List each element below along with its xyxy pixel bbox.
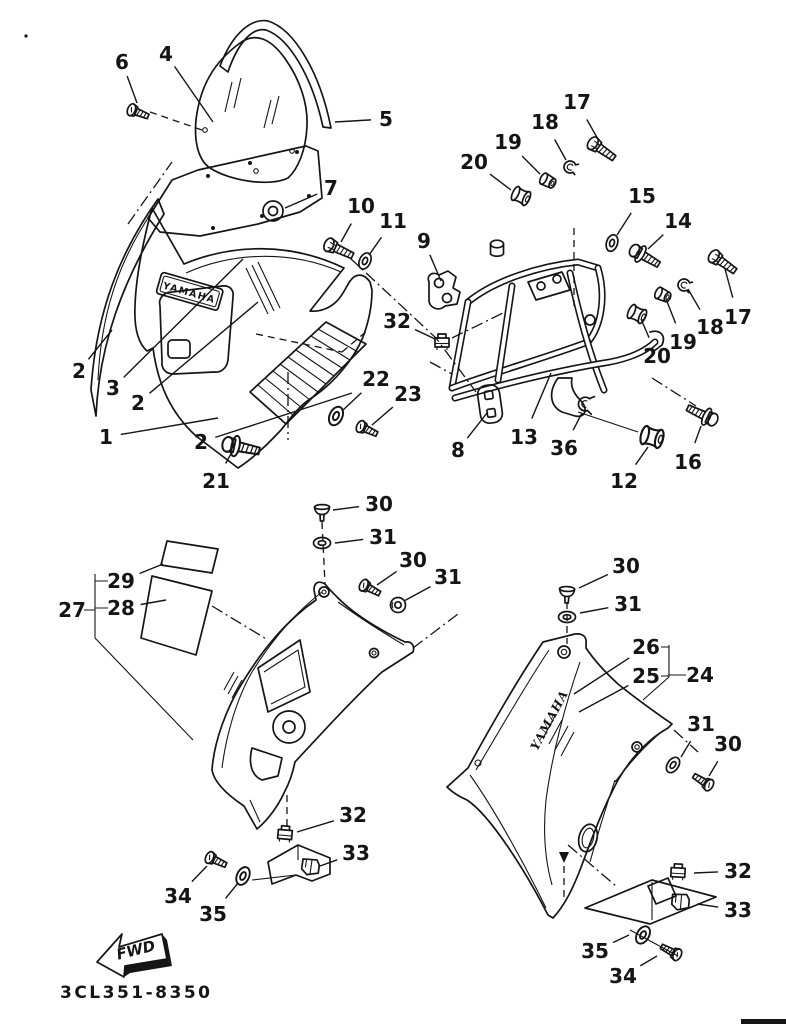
part-callout-25: 25 xyxy=(632,664,660,688)
part-clip-36 xyxy=(577,394,594,414)
part-callout-15: 15 xyxy=(628,184,656,208)
part-bolt-17-top xyxy=(585,135,618,164)
part-washer-31-topleft xyxy=(314,538,331,549)
part-clip-33-left xyxy=(301,858,320,876)
part-callout-32: 32 xyxy=(724,859,752,883)
decal-part29 xyxy=(161,541,218,573)
leader-line-31 xyxy=(335,539,363,543)
part-callout-8: 8 xyxy=(451,438,465,462)
part-grommet-12 xyxy=(639,425,666,449)
upper-inner-panel-part3 xyxy=(128,146,322,236)
axis-line-corner-left-cowl xyxy=(413,614,458,648)
part-washer-31-right xyxy=(664,755,683,775)
part-collar-19-top xyxy=(538,172,558,190)
part-callout-20: 20 xyxy=(643,344,671,368)
part-callout-31: 31 xyxy=(369,525,397,549)
part-callout-17: 17 xyxy=(724,305,752,329)
leader-line-29 xyxy=(140,564,163,573)
part-callout-33: 33 xyxy=(342,841,370,865)
part-grommet-20-top xyxy=(510,185,533,206)
leader-line-31 xyxy=(681,741,691,757)
leader-line-35 xyxy=(226,883,238,898)
part-callout-14: 14 xyxy=(664,209,692,233)
part-grommet-32-right xyxy=(671,864,686,881)
leader-line-6 xyxy=(127,76,137,103)
part-callout-31: 31 xyxy=(434,565,462,589)
leader-line-16 xyxy=(695,426,701,443)
part-screw-30-left xyxy=(357,578,382,599)
part-rivet-30-topright xyxy=(559,586,575,603)
part-callout-18: 18 xyxy=(531,110,559,134)
leader-line-30 xyxy=(579,574,608,588)
part-callout-30: 30 xyxy=(399,548,427,572)
part-callout-32: 32 xyxy=(339,803,367,827)
part-callout-30: 30 xyxy=(714,732,742,756)
part-bolt-14 xyxy=(626,240,663,272)
axis-line-clip32 xyxy=(452,312,505,338)
part-callout-28: 28 xyxy=(107,596,135,620)
leader-line-11 xyxy=(369,237,381,255)
decal-part28 xyxy=(141,576,268,655)
left-side-cowl-part27 xyxy=(212,582,414,829)
scan-edge-mark xyxy=(741,1019,786,1024)
part-collar-19-right xyxy=(653,286,672,304)
leader-line-15 xyxy=(617,213,631,235)
part-callout-31: 31 xyxy=(687,712,715,736)
leader-line-18 xyxy=(688,289,700,310)
part-callout-24: 24 xyxy=(686,663,714,687)
leader-line-20 xyxy=(641,319,649,338)
leader-line-33 xyxy=(697,904,718,907)
part-callout-11: 11 xyxy=(379,209,407,233)
part-clip-32-stay xyxy=(435,334,449,350)
part-callout-7: 7 xyxy=(324,176,338,200)
part-callout-26: 26 xyxy=(632,635,660,659)
part-screw-34-left xyxy=(203,850,228,870)
leader-line-35 xyxy=(613,935,629,942)
leader-line-9 xyxy=(430,255,441,281)
part-callout-35: 35 xyxy=(199,902,227,926)
part-bolt-16 xyxy=(684,400,721,430)
fwd-label: FWD xyxy=(114,936,158,964)
part-callout-21: 21 xyxy=(202,469,230,493)
part-callout-6: 6 xyxy=(115,50,129,74)
part-callout-9: 9 xyxy=(417,229,431,253)
part-callout-16: 16 xyxy=(674,450,702,474)
part-callout-19: 19 xyxy=(494,130,522,154)
part-callout-31: 31 xyxy=(614,592,642,616)
part-callout-3: 3 xyxy=(106,376,120,400)
leader-line-25 xyxy=(579,685,628,712)
axis-line-bolt16 xyxy=(652,378,696,406)
part-callout-13: 13 xyxy=(510,425,538,449)
callout-bracket-27 xyxy=(84,574,193,740)
leader-line-33 xyxy=(320,860,337,866)
part-rivet-30-topleft xyxy=(315,505,330,521)
part-bolt-10 xyxy=(322,237,356,263)
axis-line-rivet30a xyxy=(322,522,325,584)
part-eclip-18-top xyxy=(562,159,578,175)
part-callout-36: 36 xyxy=(550,436,578,460)
part-bolt-21 xyxy=(220,433,261,461)
assembly-axis-screw6 xyxy=(150,112,202,130)
part-callout-4: 4 xyxy=(159,42,173,66)
leader-line-2 xyxy=(149,302,258,393)
leader-line-2 xyxy=(215,393,352,437)
leader-line-31 xyxy=(404,587,430,601)
part-screw-34-right xyxy=(658,941,683,962)
part-callout-30: 30 xyxy=(365,492,393,516)
part-eclip-18-right xyxy=(676,277,692,293)
part-callout-12: 12 xyxy=(610,469,638,493)
leader-line-23 xyxy=(372,407,393,425)
brand-badge-text: YAMAHA xyxy=(161,280,217,307)
part-callout-27: 27 xyxy=(58,598,86,622)
leader-line-34 xyxy=(192,866,207,882)
part-grommet-32-left xyxy=(277,825,292,842)
part-grommet-20-right xyxy=(626,303,649,324)
leader-line-32 xyxy=(694,872,718,873)
part-washer-35-right xyxy=(633,924,653,946)
leader-line-30 xyxy=(377,571,397,585)
part-screw-6 xyxy=(126,103,151,123)
part-washer-11 xyxy=(356,251,373,271)
leader-line-30 xyxy=(709,761,718,776)
brand-badge xyxy=(156,272,224,311)
part-nut-31-left xyxy=(391,598,406,613)
leader-line-12 xyxy=(636,447,648,465)
leader-line-10 xyxy=(341,223,351,242)
part-callout-2: 2 xyxy=(72,359,86,383)
part-callout-34: 34 xyxy=(164,884,192,908)
part-callout-10: 10 xyxy=(347,194,375,218)
fwd-direction-arrow xyxy=(97,934,172,977)
part-washer-22 xyxy=(326,404,346,427)
brand-mark-right-cowl: YAMAHA xyxy=(527,687,572,753)
part-callout-5: 5 xyxy=(379,107,393,131)
leader-line-31 xyxy=(580,608,608,613)
leader-line-7 xyxy=(285,194,317,208)
cowling-stay-part13 xyxy=(452,240,663,432)
part-callout-30: 30 xyxy=(612,554,640,578)
part-wellnut-7 xyxy=(263,201,283,221)
leader-line-32 xyxy=(297,821,334,832)
part-callout-33: 33 xyxy=(724,898,752,922)
part-callout-1: 1 xyxy=(99,425,113,449)
leader-line-28 xyxy=(141,600,166,604)
part-callout-32: 32 xyxy=(383,309,411,333)
leader-line-4 xyxy=(175,66,213,122)
part-callout-20: 20 xyxy=(460,150,488,174)
leader-line-19 xyxy=(522,156,540,174)
side-sliver-panel-part2 xyxy=(91,199,164,416)
leader-line-18 xyxy=(555,140,566,160)
part-callout-2: 2 xyxy=(131,391,145,415)
leader-line-20 xyxy=(490,174,511,190)
part-callout-19: 19 xyxy=(669,330,697,354)
leader-line-26 xyxy=(574,658,629,694)
part-callout-23: 23 xyxy=(394,382,422,406)
axis-line-lower xyxy=(430,362,452,374)
part-callout-17: 17 xyxy=(563,90,591,114)
leader-line-3 xyxy=(124,259,243,377)
part-bolt-17-right xyxy=(706,248,739,277)
part-callout-35: 35 xyxy=(581,939,609,963)
leader-line-5 xyxy=(335,120,371,122)
drawing-number: 3CL351-8350 xyxy=(60,983,213,1003)
leader-line-14 xyxy=(648,235,663,249)
part-callout-29: 29 xyxy=(107,569,135,593)
part-callout-22: 22 xyxy=(362,367,390,391)
windshield-part4 xyxy=(196,38,308,183)
part-callout-18: 18 xyxy=(696,315,724,339)
part-washer-15 xyxy=(604,233,620,253)
leader-line-34 xyxy=(640,956,657,966)
part-callout-34: 34 xyxy=(609,964,637,988)
part-washer-35-left xyxy=(234,865,253,887)
part-callout-2: 2 xyxy=(194,430,208,454)
part-screw-30-right xyxy=(691,770,716,792)
leader-line-19 xyxy=(666,299,676,323)
leader-line-30 xyxy=(333,507,359,510)
scan-speck xyxy=(24,34,27,37)
callout-layer xyxy=(58,42,752,988)
leader-line-8 xyxy=(467,413,487,438)
part-bracket-9 xyxy=(428,271,460,309)
